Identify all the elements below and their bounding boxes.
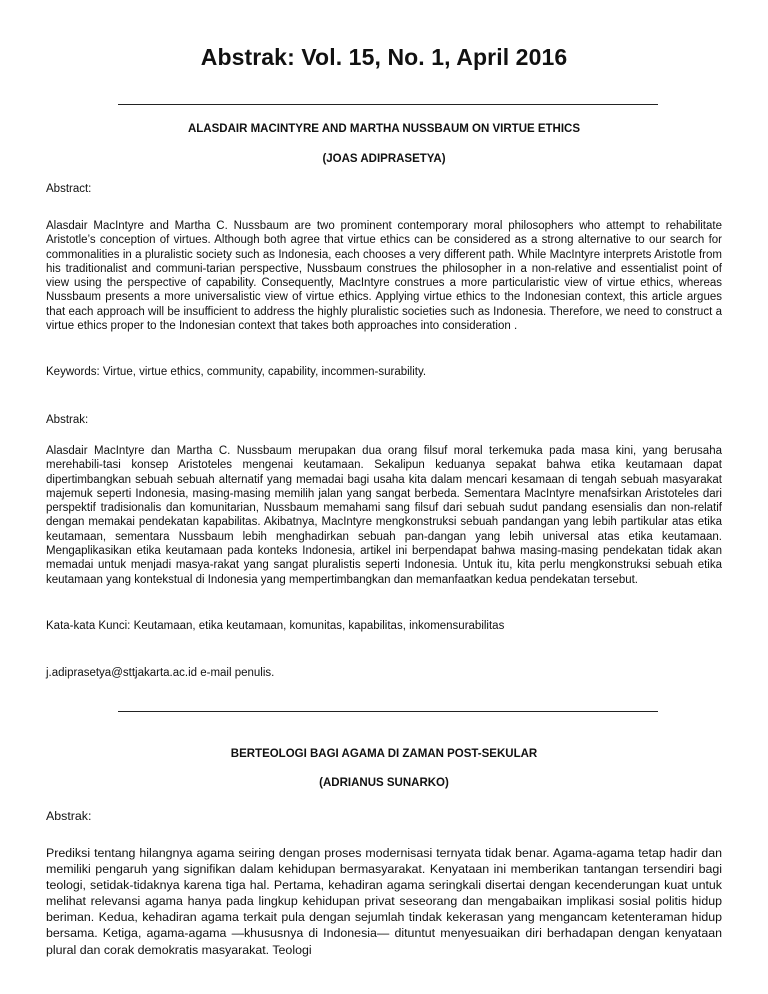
- abstrak-label: Abstrak:: [46, 414, 89, 426]
- abstract-label: Abstract:: [46, 183, 92, 195]
- page-title: Abstrak: Vol. 15, No. 1, April 2016: [200, 44, 568, 70]
- article-author: (JOAS ADIPRASETYA): [322, 153, 446, 165]
- article-title: BERTEOLOGI BAGI AGAMA DI ZAMAN POST-SEKULAR: [230, 748, 538, 760]
- kata-kunci-line: Kata-kata Kunci: Keutamaan, etika keutamaan, komunitas, kapabilitas, inkomensurabilitas: [46, 620, 505, 632]
- abstrak-label: Abstrak:: [46, 809, 92, 823]
- abstract-english: Alasdair MacIntyre and Martha C. Nussbaum are two prominent contemporary moral philosophers who attempt to rehabilitate Aristotle’s conception of virtues. Although both agree that virtue ethics can be considered as a strong alternative to our search for commonalities in a pluralistic society such as Indonesia, each chooses a very different path. While MacIntyre interprets Aristotle from his traditionalist and communi-tarian perspective, Nussbaum construes the philosopher in a non-relative and essentialist point of view using the perspective of capability. Consequently, MacIntyre construes a more particularistic view of virtue ethics, whereas Nussbaum presents a more universalistic view of virtue ethics. Applying virtue ethics to the Indonesian context, this article argues that each approach will be insufficient to address the highly pluralistic societies such as Indonesia. Therefore, we need to construct a virtue ethics proper to the Indonesian context that takes both approaches into consideration .: [46, 220, 722, 333]
- abstrak-indonesian: Prediksi tentang hilangnya agama seiring dengan proses modernisasi ternyata tidak benar. Agama-agama tetap hadir dan memiliki pengaruh yang signifikan dalam kehidupan bermasyarakat. Kenyataan ini memberikan tantangan tersendiri bagi teologi, setidak-tidaknya karena tiga hal. Pertama, kehadiran agama seringkali disertai dengan kecenderungan kuat untuk melihat relevansi agama hanya pada lingkup kehidupan privat seseorang dan mengabaikan implikasi sosial politis hidup beriman. Kedua, kehadiran agama terkait pula dengan sejumlah tindak kekerasan yang mengancam ketenteraman hidup bersama. Ketiga, agama-agama —khususnya di Indonesia— dituntut menyesuaikan diri berhadapan dengan kenyataan plural dan corak demokratis masyarakat. Teologi: [46, 846, 722, 957]
- author-email: j.adiprasetya@sttjakarta.ac.id e-mail penulis.: [46, 667, 275, 679]
- article-title: ALASDAIR MACINTYRE AND MARTHA NUSSBAUM ON VIRTUE ETHICS: [187, 123, 581, 135]
- article-author: (ADRIANUS SUNARKO): [319, 777, 449, 789]
- divider-line: [118, 711, 658, 712]
- abstrak-indonesian: Alasdair MacIntyre dan Martha C. Nussbaum merupakan dua orang filsuf moral terkemuka pada masa kini, yang berusaha merehabili-tasi konsep Aristoteles mengenai keutamaan. Sekalipun keduanya sepakat bahwa etika keutamaan dapat dipertimbangkan sebuah sebuah alternatif yang memadai bagi usaha kita dalam mencari kesamaan di tengah sebuah masyarakat majemuk seperti Indonesia, masing-masing memilih jalan yang sangat berbeda. Sementara MacIntyre menafsirkan Aristoteles dari perspektif tradisionalis dan komunitarian, Nussbaum memahami sang filsuf dari sebuah sudut pandang esensialis dan non-relatif dengan memakai pendekatan kapabilitas. Akibatnya, MacIntyre mengkonstruksi sebuah pandangan yang lebih partikular atas etika keutamaan, sementara Nussbaum lebih menghadirkan sebuah pan-dangan yang lebih universal atas etika keutamaan. Mengaplikasikan etika keutamaan pada konteks Indonesia, artikel ini berpendapat bahwa masing-masing pendekatan tidak akan memadai untuk menjadi masya-rakat yang sangat pluralistis seperti Indonesia. Untuk itu, kita perlu mengkonstruksi sebuah etika keutamaan yang kontekstual di Indonesia yang mempertimbangkan dan memanfaatkan kedua pendekatan tersebut.: [46, 445, 722, 586]
- keywords-line: Keywords: Virtue, virtue ethics, community, capability, incommen-surability.: [46, 366, 427, 378]
- divider-line: [118, 104, 658, 105]
